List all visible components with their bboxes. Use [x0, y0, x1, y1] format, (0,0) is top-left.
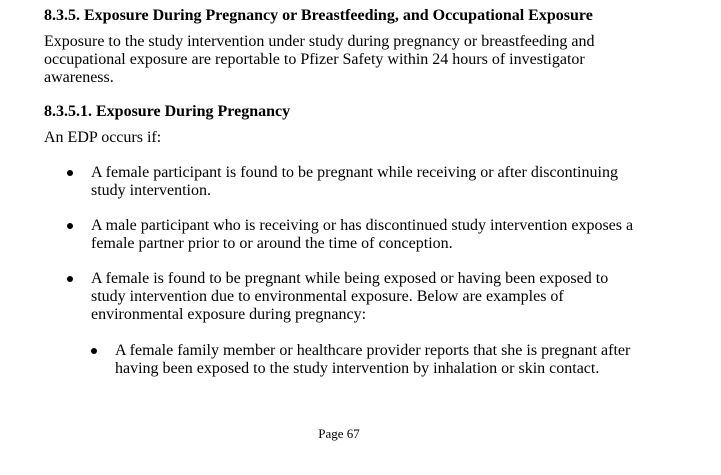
bullet-dot-icon: [67, 223, 73, 229]
bullet-line: study intervention due to environmental exposure. Below are examples of: [91, 288, 564, 305]
bullet-dot-icon: [91, 348, 97, 354]
bullet-text: [91, 217, 633, 253]
bullet-line: female partner prior to or around the time of conception.: [91, 235, 453, 252]
bullet-item: [0, 164, 721, 204]
bullet-line: A female is found to be pregnant while being exposed or having been exposed to: [91, 270, 609, 287]
sub-bullet-line: A female family member or healthcare provider reports that she is pregnant after: [115, 342, 631, 359]
sub-bullet-item: [0, 342, 721, 382]
bullet-text: [91, 164, 618, 200]
sub-bullet-line: having been exposed to the study intervention by inhalation or skin contact.: [115, 360, 600, 377]
bullet-text: [91, 270, 608, 324]
section-heading: 8.3.5. Exposure During Pregnancy or Breastfeeding, and Occupational Exposure: [44, 7, 593, 24]
subsection-heading: 8.3.5.1. Exposure During Pregnancy: [44, 103, 291, 120]
sub-bullet-text: [115, 342, 630, 378]
bullet-line: A male participant who is receiving or has discontinued study intervention exposes a: [91, 217, 634, 234]
bullet-line: study intervention.: [91, 182, 211, 199]
paragraph-line: awareness.: [44, 69, 114, 86]
subsection-intro: An EDP occurs if:: [44, 129, 162, 146]
bullet-dot-icon: [67, 170, 73, 176]
paragraph-line: occupational exposure are reportable to Pfizer Safety within 24 hours of investigator: [44, 51, 585, 68]
bullet-dot-icon: [67, 276, 73, 282]
page-number: Page 67: [318, 426, 360, 441]
bullet-line: A female participant is found to be pregnant while receiving or after discontinuing: [91, 164, 618, 181]
paragraph-line: Exposure to the study intervention under study during pregnancy or breastfeeding and: [44, 33, 595, 50]
bullet-item: [0, 270, 721, 328]
section-paragraph: [44, 33, 644, 87]
bullet-line: environmental exposure during pregnancy:: [91, 306, 367, 323]
bullet-item: [0, 217, 721, 257]
